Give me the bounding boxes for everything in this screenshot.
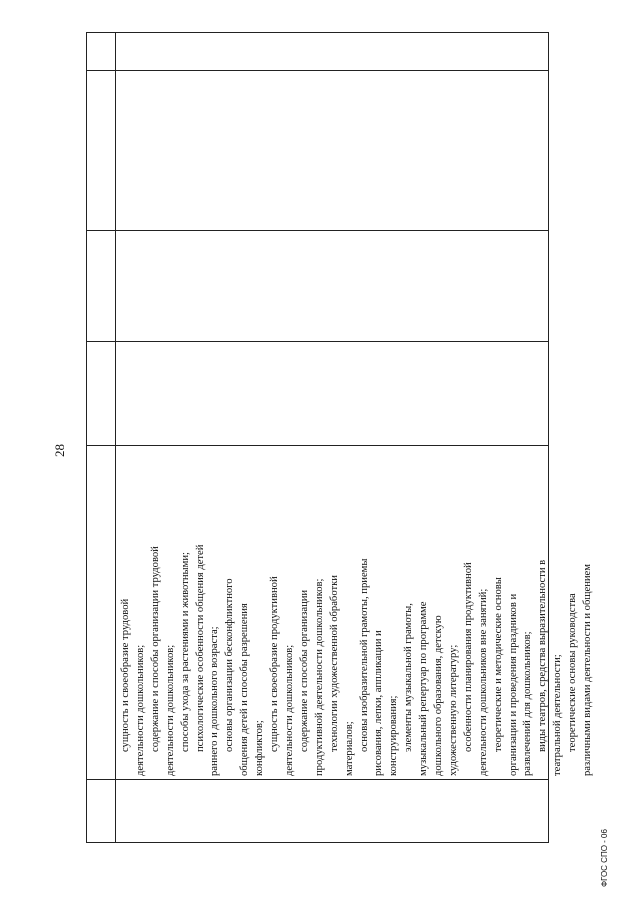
text-line: организации и проведения праздников и bbox=[507, 593, 519, 776]
table-divider bbox=[87, 70, 548, 71]
table-divider bbox=[87, 341, 548, 342]
text-line: деятельности дошкольников; bbox=[134, 644, 146, 776]
text-line: рисования, лепки, аппликации и bbox=[373, 630, 385, 776]
text-line: общения детей и способы разрешения bbox=[239, 603, 251, 776]
text-line: различными видами деятельности и общением bbox=[582, 564, 594, 776]
text-line: особенности планирования продуктивной bbox=[462, 562, 474, 752]
text-line: элементы музыкальной грамоты, bbox=[403, 603, 415, 752]
text-line: музыкальный репертуар по программе bbox=[418, 601, 430, 776]
text-line: технологии художественной обработки bbox=[328, 575, 340, 752]
page-number: 28 bbox=[52, 444, 67, 457]
table-divider bbox=[87, 230, 548, 231]
text-line: основы изобразительной грамоты, приемы bbox=[358, 558, 370, 752]
text-line: конфликтов; bbox=[254, 720, 266, 776]
text-line: театральной деятельности; bbox=[552, 654, 564, 776]
text-line: теоретические основы руководства bbox=[567, 593, 579, 752]
text-line: деятельности дошкольников; bbox=[283, 644, 295, 776]
text-line: художественную литературу; bbox=[447, 644, 459, 776]
text-line: раннего и дошкольного возраста; bbox=[209, 626, 221, 776]
footer-label: ФГОС СПО - 06 bbox=[600, 829, 609, 887]
text-line: деятельности дошкольников вне занятий; bbox=[477, 588, 489, 776]
text-line: содержание и способы организации трудовой bbox=[149, 546, 161, 752]
text-line: продуктивной деятельности дошкольников; bbox=[313, 578, 325, 776]
text-line: сущность и своеобразие трудовой bbox=[120, 598, 131, 752]
knowledge-cell bbox=[119, 448, 596, 776]
text-line: теоретические и методические основы bbox=[492, 577, 504, 752]
text-line: сущность и своеобразие продуктивной bbox=[269, 576, 281, 752]
table-divider bbox=[87, 445, 548, 446]
standards-table bbox=[86, 32, 594, 843]
table-divider bbox=[87, 779, 548, 780]
text-line: конструирования; bbox=[388, 695, 400, 776]
text-line: материалов; bbox=[343, 721, 355, 776]
table-row-divider bbox=[115, 33, 116, 842]
text-line: деятельности дошкольников; bbox=[164, 644, 176, 776]
text-line: основы организации бесконфликтного bbox=[224, 578, 236, 752]
text-line: способы ухода за растениями и животными; bbox=[179, 552, 191, 752]
text-line: содержание и способы организации bbox=[298, 589, 310, 752]
text-line: дошкольного образования, детскую bbox=[433, 615, 445, 776]
text-line: развлечений для дошкольников; bbox=[522, 631, 534, 776]
text-line: психологические особенности общения детей bbox=[194, 544, 206, 752]
text-line: виды театров, средства выразительности в bbox=[537, 559, 549, 752]
